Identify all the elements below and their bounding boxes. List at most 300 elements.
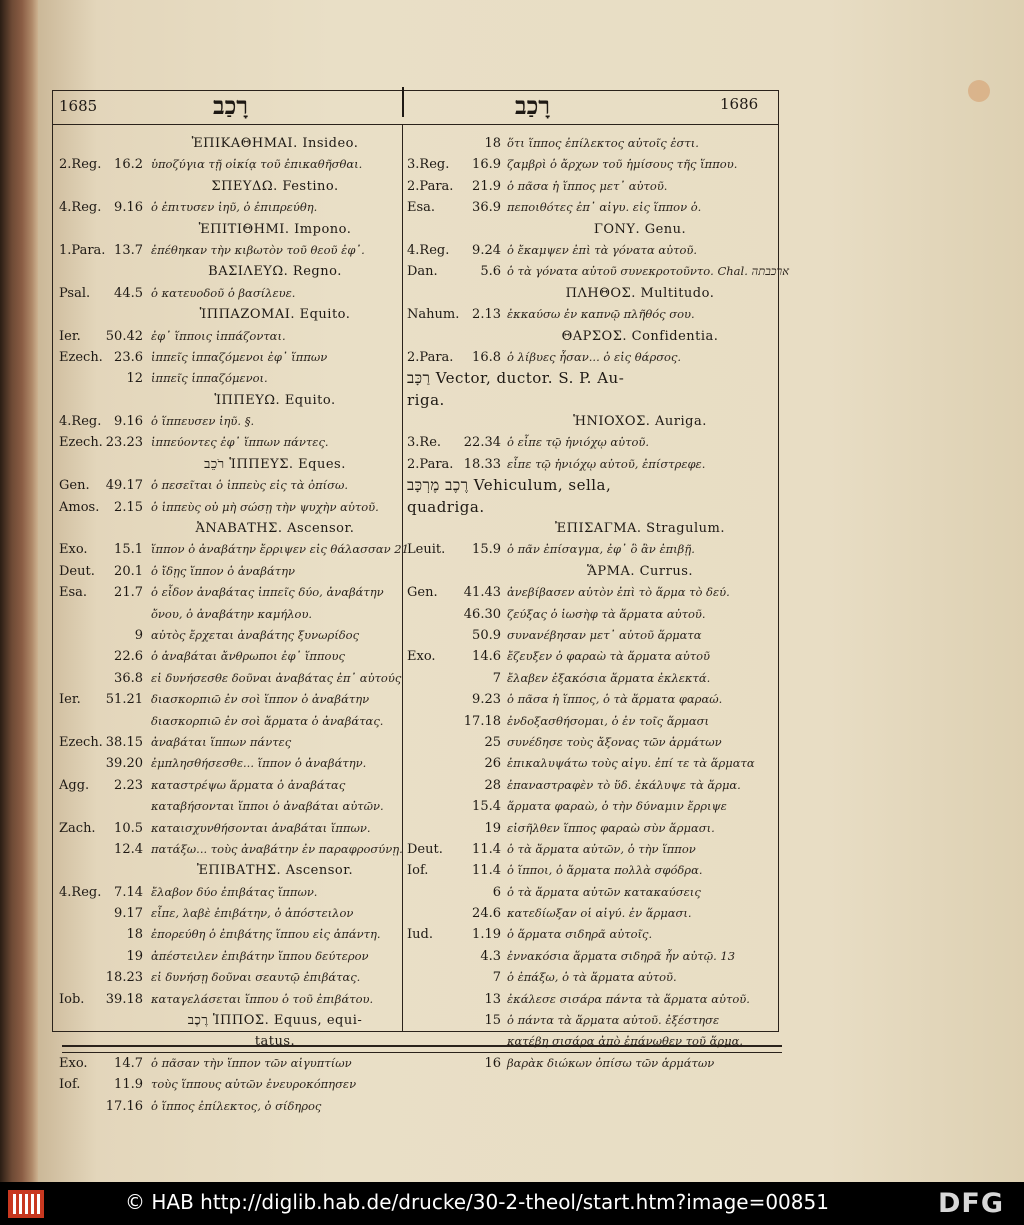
citation-row xyxy=(59,1053,399,1074)
greek-quotation: ἀπέστειλεν ἐπιβάτην ἵππου δεύτερον xyxy=(151,948,369,963)
heading-text: ΓΟΝΥ. Genu. xyxy=(593,221,687,237)
book-name: Ezech. xyxy=(59,435,103,451)
citation-row xyxy=(407,1010,773,1031)
chapter-verse: 14.7 xyxy=(114,1055,143,1071)
reference xyxy=(59,989,147,1010)
citation-row xyxy=(59,1074,399,1095)
chapter-verse: 7.14 xyxy=(114,884,143,900)
book-name: Amos. xyxy=(59,499,100,515)
chapter-verse: 2.23 xyxy=(114,777,143,793)
citation-row xyxy=(407,154,773,175)
greek-quotation: ὁ πεσεῖται ὁ ἱππεὺς εἰς τὰ ὀπίσω. xyxy=(151,478,349,493)
citation-row xyxy=(59,946,399,967)
reference xyxy=(59,283,147,304)
chapter-verse: 15 xyxy=(484,1013,501,1029)
greek-quotation: ὄνου, ὁ ἀναβάτην καμήλου. xyxy=(151,606,313,621)
book-name: Esa. xyxy=(59,585,88,601)
chapter-verse: 18 xyxy=(484,136,501,151)
citation-row xyxy=(59,753,399,774)
reference xyxy=(59,775,147,796)
citation-row xyxy=(59,989,399,1010)
book-name: Exo. xyxy=(407,649,436,665)
citation-row xyxy=(59,154,399,175)
dfg-logo: DFG xyxy=(938,1188,1005,1219)
chapter-verse: 14.6 xyxy=(472,649,501,665)
chapter-verse: 11.4 xyxy=(472,863,501,879)
reference xyxy=(407,454,505,475)
chapter-verse: 51.21 xyxy=(105,692,143,708)
reference xyxy=(59,497,147,518)
citation-row xyxy=(407,989,773,1010)
entry-heading xyxy=(407,283,773,304)
book-name: Gen. xyxy=(407,585,438,601)
book-name: 2.Para. xyxy=(407,349,454,365)
chapter-verse: 39.18 xyxy=(105,991,143,1007)
attribution-link[interactable]: © HAB http://diglib.hab.de/drucke/30-2-theol/start.htm?image=00851 xyxy=(125,1190,829,1214)
reference xyxy=(59,432,147,453)
chapter-verse: 1.19 xyxy=(472,927,501,943)
book-name: Ezech. xyxy=(59,349,103,365)
heading-text: ἹΠΠΕΥΩ. Equito. xyxy=(214,392,336,408)
greek-quotation: ὁ ἱππεὺς οὐ μὴ σώσῃ τὴν ψυχὴν αὐτοῦ. xyxy=(151,499,379,514)
reference xyxy=(407,582,505,603)
heading-text: ΘΑΡΣΟΣ. Confidentia. xyxy=(561,328,719,344)
heading-text: רֶכֶב ἹΠΠΟΣ. Equus, equi- xyxy=(187,1013,363,1029)
chapter-verse: 36.8 xyxy=(114,670,143,686)
reference xyxy=(59,347,147,368)
chapter-verse: 4.3 xyxy=(480,948,501,964)
greek-quotation: ἱππεύοντες ἐφ᾽ ἵππων πάντες. xyxy=(151,435,329,450)
citation-row xyxy=(407,711,773,732)
header-divider xyxy=(402,87,404,117)
greek-quotation: ὁ τὰ ἅρματα αὐτῶν, ὁ τὴν ἵππον xyxy=(507,841,696,856)
citation-row xyxy=(407,582,773,603)
book-name: Iof. xyxy=(59,1077,81,1093)
entry-heading xyxy=(59,1010,399,1031)
entry-heading xyxy=(407,368,773,389)
reference xyxy=(59,240,147,261)
greek-quotation: ὁ ἵπποι, ὁ ἅρματα πολλὰ σφόδρα. xyxy=(507,863,703,878)
chapter-verse: 50.42 xyxy=(105,328,143,344)
left-column xyxy=(59,133,409,1117)
reference xyxy=(407,197,505,218)
greek-quotation: ἵππον ὁ ἀναβάτην ἔρριψεν εἰς θάλασσαν 21 xyxy=(151,542,409,557)
book-name: 3.Re. xyxy=(407,435,442,451)
entry-heading xyxy=(407,390,773,411)
citation-row xyxy=(59,368,399,389)
chapter-verse: 18.23 xyxy=(105,970,143,986)
greek-quotation: ἔλαβεν ἑξακόσια ἅρματα ἐκλεκτά. xyxy=(507,670,711,685)
book-name: Leuit. xyxy=(407,542,446,558)
citation-row xyxy=(407,347,773,368)
chapter-verse: 38.15 xyxy=(105,734,143,750)
citation-row xyxy=(407,176,773,197)
chapter-verse: 13.7 xyxy=(114,242,143,258)
citation-row xyxy=(407,882,773,903)
chapter-verse: 12.4 xyxy=(114,841,143,857)
greek-quotation: διασκορπιῶ ἐν σοὶ ἵππον ὁ ἀναβάτην xyxy=(151,692,370,707)
greek-quotation: ὁ πᾶσαν τὴν ἵππον τῶν αἰγυπτίων xyxy=(151,1055,352,1070)
chapter-verse: 44.5 xyxy=(114,285,143,301)
citation-row xyxy=(59,240,399,261)
reference xyxy=(59,326,147,347)
entry-heading xyxy=(59,860,399,881)
citation-row xyxy=(407,839,773,860)
greek-quotation: πεποιθότες ἐπ᾽ αἰγυ. εἰς ἵππον ὁ. xyxy=(507,200,702,215)
column-divider xyxy=(402,124,403,1031)
greek-quotation: ὁ ἔκαμψεν ἐπὶ τὰ γόνατα αὐτοῦ. xyxy=(507,242,698,257)
heading-text: ἘΠΙΤΙΘΗΜΙ. Impono. xyxy=(198,221,352,237)
reference xyxy=(59,197,147,218)
reference xyxy=(407,304,505,325)
citation-row xyxy=(59,646,399,667)
chapter-verse: 16.2 xyxy=(114,157,143,173)
reference xyxy=(407,240,505,261)
book-name: Ier. xyxy=(59,692,81,708)
reference xyxy=(407,924,505,945)
reference xyxy=(59,1053,147,1074)
book-name: 2.Reg. xyxy=(59,157,102,173)
heading-text: ἘΠΙΚΑΘΗΜΑΙ. Insideo. xyxy=(191,136,359,151)
book-name: Deut. xyxy=(59,563,95,579)
entry-heading xyxy=(59,518,399,539)
reference xyxy=(59,154,147,175)
greek-quotation: ἔζευξεν ὁ φαραὼ τὰ ἅρματα αὐτοῦ xyxy=(507,649,711,664)
citation-row xyxy=(59,582,399,603)
entry-heading xyxy=(407,326,773,347)
entry-heading xyxy=(407,561,773,582)
greek-quotation: ἐμπλησθήσεσθε... ἵππον ὁ ἀναβάτην. xyxy=(151,756,367,771)
chapter-verse: 9.17 xyxy=(114,906,143,922)
book-name: 2.Para. xyxy=(407,178,454,194)
greek-quotation: ζεύξας ὁ ἰωσὴφ τὰ ἅρματα αὐτοῦ. xyxy=(507,606,706,621)
greek-quotation: κατεδίωξαν οἱ αἰγύ. ἐν ἅρμασι. xyxy=(507,906,692,921)
greek-quotation: ὁ εἶδον ἀναβάτας ἱππεῖς δύο, ἀναβάτην xyxy=(151,585,384,600)
reference xyxy=(407,839,505,860)
citation-row xyxy=(59,839,403,860)
chapter-verse: 28 xyxy=(484,777,501,793)
chapter-verse: 17.16 xyxy=(105,1098,143,1114)
citation-row xyxy=(59,326,399,347)
reference xyxy=(59,411,147,432)
chapter-verse: 46.30 xyxy=(463,606,501,622)
book-name: Ezech. xyxy=(59,734,103,750)
citation-row xyxy=(59,903,399,924)
greek-quotation: πατάξω... τοὺς ἀναβάτην ἐν παραφροσύνῃ. xyxy=(151,841,403,856)
chapter-verse: 16.9 xyxy=(472,157,501,173)
citation-row xyxy=(407,732,773,753)
citation-row xyxy=(59,775,399,796)
heading-text: ΒΑΣΙΛΕΥΩ. Regno. xyxy=(208,264,342,280)
citation-row xyxy=(407,796,773,817)
book-name: 4.Reg. xyxy=(59,414,102,430)
citation-row xyxy=(59,625,399,646)
book-name: Iud. xyxy=(407,927,433,943)
book-name: Psal. xyxy=(59,285,91,301)
reference xyxy=(407,176,505,197)
heading-text: ἹΠΠΑΖΟΜΑΙ. Equito. xyxy=(199,307,351,323)
entry-heading xyxy=(59,176,399,197)
greek-quotation: καταγελάσεται ἵππου ὁ τοῦ ἐπιβάτου. xyxy=(151,991,374,1006)
citation-row xyxy=(407,753,773,774)
chapter-verse: 20.1 xyxy=(114,563,143,579)
entry-heading xyxy=(407,475,773,496)
reference xyxy=(407,646,505,667)
greek-quotation: ἐννακόσια ἅρματα σιδηρᾶ ἦν αὐτῷ. 13 xyxy=(507,948,736,963)
citation-row xyxy=(407,604,773,625)
entry-heading xyxy=(59,304,399,325)
attribution-bar xyxy=(0,1182,1024,1225)
chapter-verse: 7 xyxy=(492,970,501,986)
citation-row xyxy=(59,539,409,560)
running-header xyxy=(53,91,778,125)
greek-quotation: καταβήσονται ἵπποι ὁ ἀναβάται αὐτῶν. xyxy=(151,799,384,814)
greek-quotation: εἶπε, λαβὲ ἐπιβάτην, ὁ ἀπόστειλον xyxy=(151,906,354,921)
entry-heading xyxy=(59,133,399,154)
chapter-verse: 50.9 xyxy=(472,627,501,643)
citation-row xyxy=(407,924,773,945)
heading-text: ἈΝΑΒΑΤΗΣ. Ascensor. xyxy=(195,521,355,537)
heading-text: tatus. xyxy=(254,1034,296,1050)
book-name: 1.Para. xyxy=(59,242,106,258)
citation-row xyxy=(407,539,773,560)
greek-quotation: ἐφ᾽ ἵπποις ἱππάζονται. xyxy=(151,328,286,343)
chapter-verse: 6 xyxy=(492,884,501,900)
greek-quotation: καταστρέψω ἅρματα ὁ ἀναβάτας xyxy=(151,777,346,792)
greek-quotation: ὁ ἐπιτυσεν ἰηῦ, ὁ ἐπιπρεύθη. xyxy=(151,200,318,215)
greek-quotation: ἐπορεύθη ὁ ἐπιβάτης ἵππου εἰς ἀπάντη. xyxy=(151,927,381,942)
heading-text: quadriga. xyxy=(407,497,485,516)
citation-row xyxy=(407,646,773,667)
left-page-number: 1685 xyxy=(59,97,98,115)
book-name: 2.Para. xyxy=(407,456,454,472)
chapter-verse: 5.6 xyxy=(480,264,501,280)
reference xyxy=(407,539,505,560)
heading-text: ἘΠΙΣΑΓΜΑ. Stragulum. xyxy=(555,521,725,537)
citation-row xyxy=(59,432,399,453)
book-name: Exo. xyxy=(59,542,88,558)
citation-row xyxy=(407,240,773,261)
chapter-verse: 11.9 xyxy=(114,1077,143,1093)
chapter-verse: 17.18 xyxy=(463,713,501,729)
citation-row xyxy=(59,347,399,368)
book-spine xyxy=(0,0,40,1182)
citation-row xyxy=(407,668,773,689)
right-column xyxy=(407,133,790,1074)
chapter-verse: 49.17 xyxy=(105,478,143,494)
chapter-verse: 15.1 xyxy=(114,542,143,558)
book-name: Esa. xyxy=(407,200,436,216)
citation-row xyxy=(407,860,773,881)
greek-quotation: ὁ ἐπάξω, ὁ τὰ ἅρματα αὐτοῦ. xyxy=(507,970,677,985)
entry-heading xyxy=(59,390,399,411)
reference xyxy=(407,860,505,881)
entry-heading xyxy=(407,411,773,432)
greek-quotation: ἐνδοξασθήσομαι, ὁ ἐν τοῖς ἅρμασι xyxy=(507,713,710,728)
greek-quotation: βαρὰκ διώκων ὀπίσω τῶν ἁρμάτων xyxy=(507,1055,715,1070)
heading-text: ΣΠΕΥΔΩ. Festino. xyxy=(211,178,339,194)
citation-row xyxy=(407,261,790,282)
reference xyxy=(59,582,147,603)
chapter-verse: 12 xyxy=(126,371,143,387)
greek-quotation: ἀνεβίβασεν αὐτὸν ἐπὶ τὸ ἅρμα τὸ δεύ. xyxy=(507,585,730,600)
greek-quotation: ὁ τὰ ἅρματα αὐτῶν κατακαύσεις xyxy=(507,884,701,899)
book-name: 3.Reg. xyxy=(407,157,450,173)
reference xyxy=(59,561,147,582)
reference xyxy=(407,432,505,453)
book-name: 4.Reg. xyxy=(407,242,450,258)
chapter-verse: 9.23 xyxy=(472,692,501,708)
book-name: Deut. xyxy=(407,841,443,857)
greek-quotation: ἐπαναστραφὲν τὸ ὕδ. ἐκάλυψε τὰ ἅρμα. xyxy=(507,777,741,792)
greek-quotation: ἐπικαλυψάτω τοὺς αἰγυ. ἐπί τε τὰ ἅρματα xyxy=(507,756,755,771)
greek-quotation: ὁ πάντα τὰ ἅρματα αὐτοῦ. ἐξέστησε xyxy=(507,1013,720,1028)
chapter-verse: 22.6 xyxy=(114,649,143,665)
reference xyxy=(59,818,147,839)
chapter-verse: 2.13 xyxy=(472,307,501,323)
book-name: Dan. xyxy=(407,264,438,280)
greek-quotation: κατέβη σισάρα ἀπὸ ἐπάνωθεν τοῦ ἅρμα. xyxy=(507,1034,744,1049)
chapter-verse: 16 xyxy=(484,1055,501,1071)
citation-row xyxy=(59,967,399,988)
chapter-verse: 23.6 xyxy=(114,349,143,365)
chapter-verse: 9 xyxy=(134,627,143,643)
book-page xyxy=(38,0,1024,1182)
greek-quotation: ὁ τὰ γόνατα αὐτοῦ συνεκροτοῦντο. Chal. ארכבתה xyxy=(507,264,790,279)
citation-row xyxy=(407,775,773,796)
citation-row xyxy=(407,1053,773,1074)
greek-quotation: εἰσῆλθεν ἵππος φαραὼ σὺν ἅρμασι. xyxy=(507,820,715,835)
citation-row xyxy=(59,732,399,753)
greek-quotation: ὁ πᾶν ἐπίσαγμα, ἐφ᾽ ὃ ἂν ἐπιβῇ. xyxy=(507,542,695,557)
heading-text: רֹכֵב ἹΠΠΕΥΣ. Eques. xyxy=(204,456,346,472)
citation-row xyxy=(407,689,773,710)
chapter-verse: 26 xyxy=(484,756,501,772)
greek-quotation: διασκορπιῶ ἐν σοὶ ἅρματα ὁ ἀναβάτας. xyxy=(151,713,384,728)
citation-row xyxy=(59,689,399,710)
citation-row xyxy=(407,967,773,988)
reference xyxy=(59,882,147,903)
chapter-verse: 15.4 xyxy=(472,799,501,815)
citation-row xyxy=(407,432,773,453)
greek-quotation: ὁ ἅρματα σιδηρᾶ αὐτοῖς. xyxy=(507,927,653,942)
greek-quotation: τοὺς ἵππους αὐτῶν ἐνευροκόπησεν xyxy=(151,1077,357,1092)
greek-quotation: ὅτι ἵππος ἐπίλεκτος αὐτοῖς ἐστι. xyxy=(507,136,699,150)
book-name: Exo. xyxy=(59,1055,88,1071)
book-name: 4.Reg. xyxy=(59,884,102,900)
greek-quotation: ἀναβάται ἵππων πάντες xyxy=(151,734,292,749)
entry-heading xyxy=(407,219,773,240)
chapter-verse: 15.9 xyxy=(472,542,501,558)
greek-quotation: ὑποζύγια τῇ οἰκίᾳ τοῦ ἐπικαθῆσθαι. xyxy=(151,157,363,172)
chapter-verse: 36.9 xyxy=(472,200,501,216)
greek-quotation: ἅρματα φαραὼ, ὁ τὴν δύναμιν ἔρριψε xyxy=(507,799,727,814)
citation-row xyxy=(407,1031,773,1052)
chapter-verse: 18 xyxy=(126,927,143,943)
greek-quotation: ὁ ἵππος ἐπίλεκτος, ὁ σίδηρος xyxy=(151,1098,322,1113)
citation-row xyxy=(407,946,773,967)
chapter-verse: 22.34 xyxy=(463,435,501,451)
citation-row xyxy=(59,475,399,496)
greek-quotation: ζαμβρὶ ὁ ἄρχων τοῦ ἡμίσους τῆς ἵππου. xyxy=(507,157,738,172)
book-name: Agg. xyxy=(59,777,90,793)
citation-row xyxy=(407,454,773,475)
entry-heading xyxy=(59,219,399,240)
heading-text: ἩΝΙΟΧΟΣ. Auriga. xyxy=(573,414,707,430)
book-name: Iob. xyxy=(59,991,85,1007)
citation-row xyxy=(59,604,399,625)
reference xyxy=(407,261,505,282)
chapter-verse: 9.16 xyxy=(114,200,143,216)
book-name: Gen. xyxy=(59,478,90,494)
greek-quotation: ὁ κατευοδοῦ ὁ βασίλευε. xyxy=(151,285,296,300)
book-name: Iof. xyxy=(407,863,429,879)
reference xyxy=(59,1074,147,1095)
entry-heading xyxy=(407,497,773,518)
reference xyxy=(59,539,147,560)
chapter-verse: 10.5 xyxy=(114,820,143,836)
chapter-verse: 9.16 xyxy=(114,414,143,430)
greek-quotation: καταισχυνθήσονται ἀναβάται ἵππων. xyxy=(151,820,371,835)
heading-text: ἘΠΙΒΑΤΗΣ. Ascensor. xyxy=(196,863,354,879)
chapter-verse: 11.4 xyxy=(472,841,501,857)
chapter-verse: 9.24 xyxy=(472,242,501,258)
book-name: Nahum. xyxy=(407,307,460,323)
reference xyxy=(59,475,147,496)
citation-row xyxy=(59,818,399,839)
chapter-verse: 24.6 xyxy=(472,906,501,922)
greek-quotation: ἐπέθηκαν τὴν κιβωτὸν τοῦ θεοῦ ἐφ᾽. xyxy=(151,242,365,257)
heading-text: ἍΡΜΑ. Currus. xyxy=(586,563,694,579)
chapter-verse: 23.23 xyxy=(105,435,143,451)
footer-rule-thin xyxy=(62,1052,782,1053)
right-page-number: 1686 xyxy=(720,95,759,113)
greek-quotation: ἐκάλεσε σισάρα πάντα τὰ ἅρματα αὐτοῦ. xyxy=(507,991,750,1006)
citation-row xyxy=(59,561,399,582)
entry-heading xyxy=(59,1031,399,1052)
entry-heading xyxy=(59,261,399,282)
citation-row xyxy=(407,625,773,646)
chapter-verse: 41.43 xyxy=(463,585,501,601)
heading-text: רַכָּב Vector, ductor. S. P. Au- xyxy=(407,369,625,388)
chapter-verse: 13 xyxy=(484,991,501,1007)
citation-row xyxy=(407,133,773,154)
page-frame xyxy=(52,90,790,1114)
chapter-verse: 25 xyxy=(484,734,501,750)
chapter-verse: 18.33 xyxy=(463,456,501,472)
greek-quotation: ἱππεῖς ἱππαζόμενοι. xyxy=(151,371,268,386)
greek-quotation: ὁ εἶπε τῷ ἡνιόχῳ αὐτοῦ. xyxy=(507,435,650,450)
hab-logo-icon xyxy=(8,1190,44,1218)
right-hebrew-heading: רָכַב xyxy=(515,91,551,120)
greek-quotation: ἔλαβον δύο ἐπιβάτας ἵππων. xyxy=(151,884,318,899)
greek-quotation: αὐτὸς ἔρχεται ἀναβάτης ξυνωρίδος xyxy=(151,627,360,642)
citation-row xyxy=(59,796,399,817)
greek-quotation: ὁ ἵππευσεν ἰηῦ. §. xyxy=(151,414,255,429)
citation-row xyxy=(59,283,399,304)
citation-row xyxy=(59,411,399,432)
paper-stain xyxy=(968,80,990,102)
citation-row xyxy=(59,882,399,903)
citation-row xyxy=(407,304,773,325)
greek-quotation: ὁ λίβυες ἦσαν... ὁ εἰς θάρσος. xyxy=(507,349,682,364)
citation-row xyxy=(59,197,399,218)
greek-quotation: συνέδησε τοὺς ἄξονας τῶν ἁρμάτων xyxy=(507,734,722,749)
chapter-verse: 2.15 xyxy=(114,499,143,515)
greek-quotation: ὁ ἀναβάται ἄνθρωποι ἐφ᾽ ἵππους xyxy=(151,649,345,664)
greek-quotation: ὁ πᾶσα ἡ ἵππος μετ᾽ αὐτοῦ. xyxy=(507,178,668,193)
greek-quotation: ἐκκαύσω ἐν καπνῷ πλῆθός σου. xyxy=(507,307,695,322)
